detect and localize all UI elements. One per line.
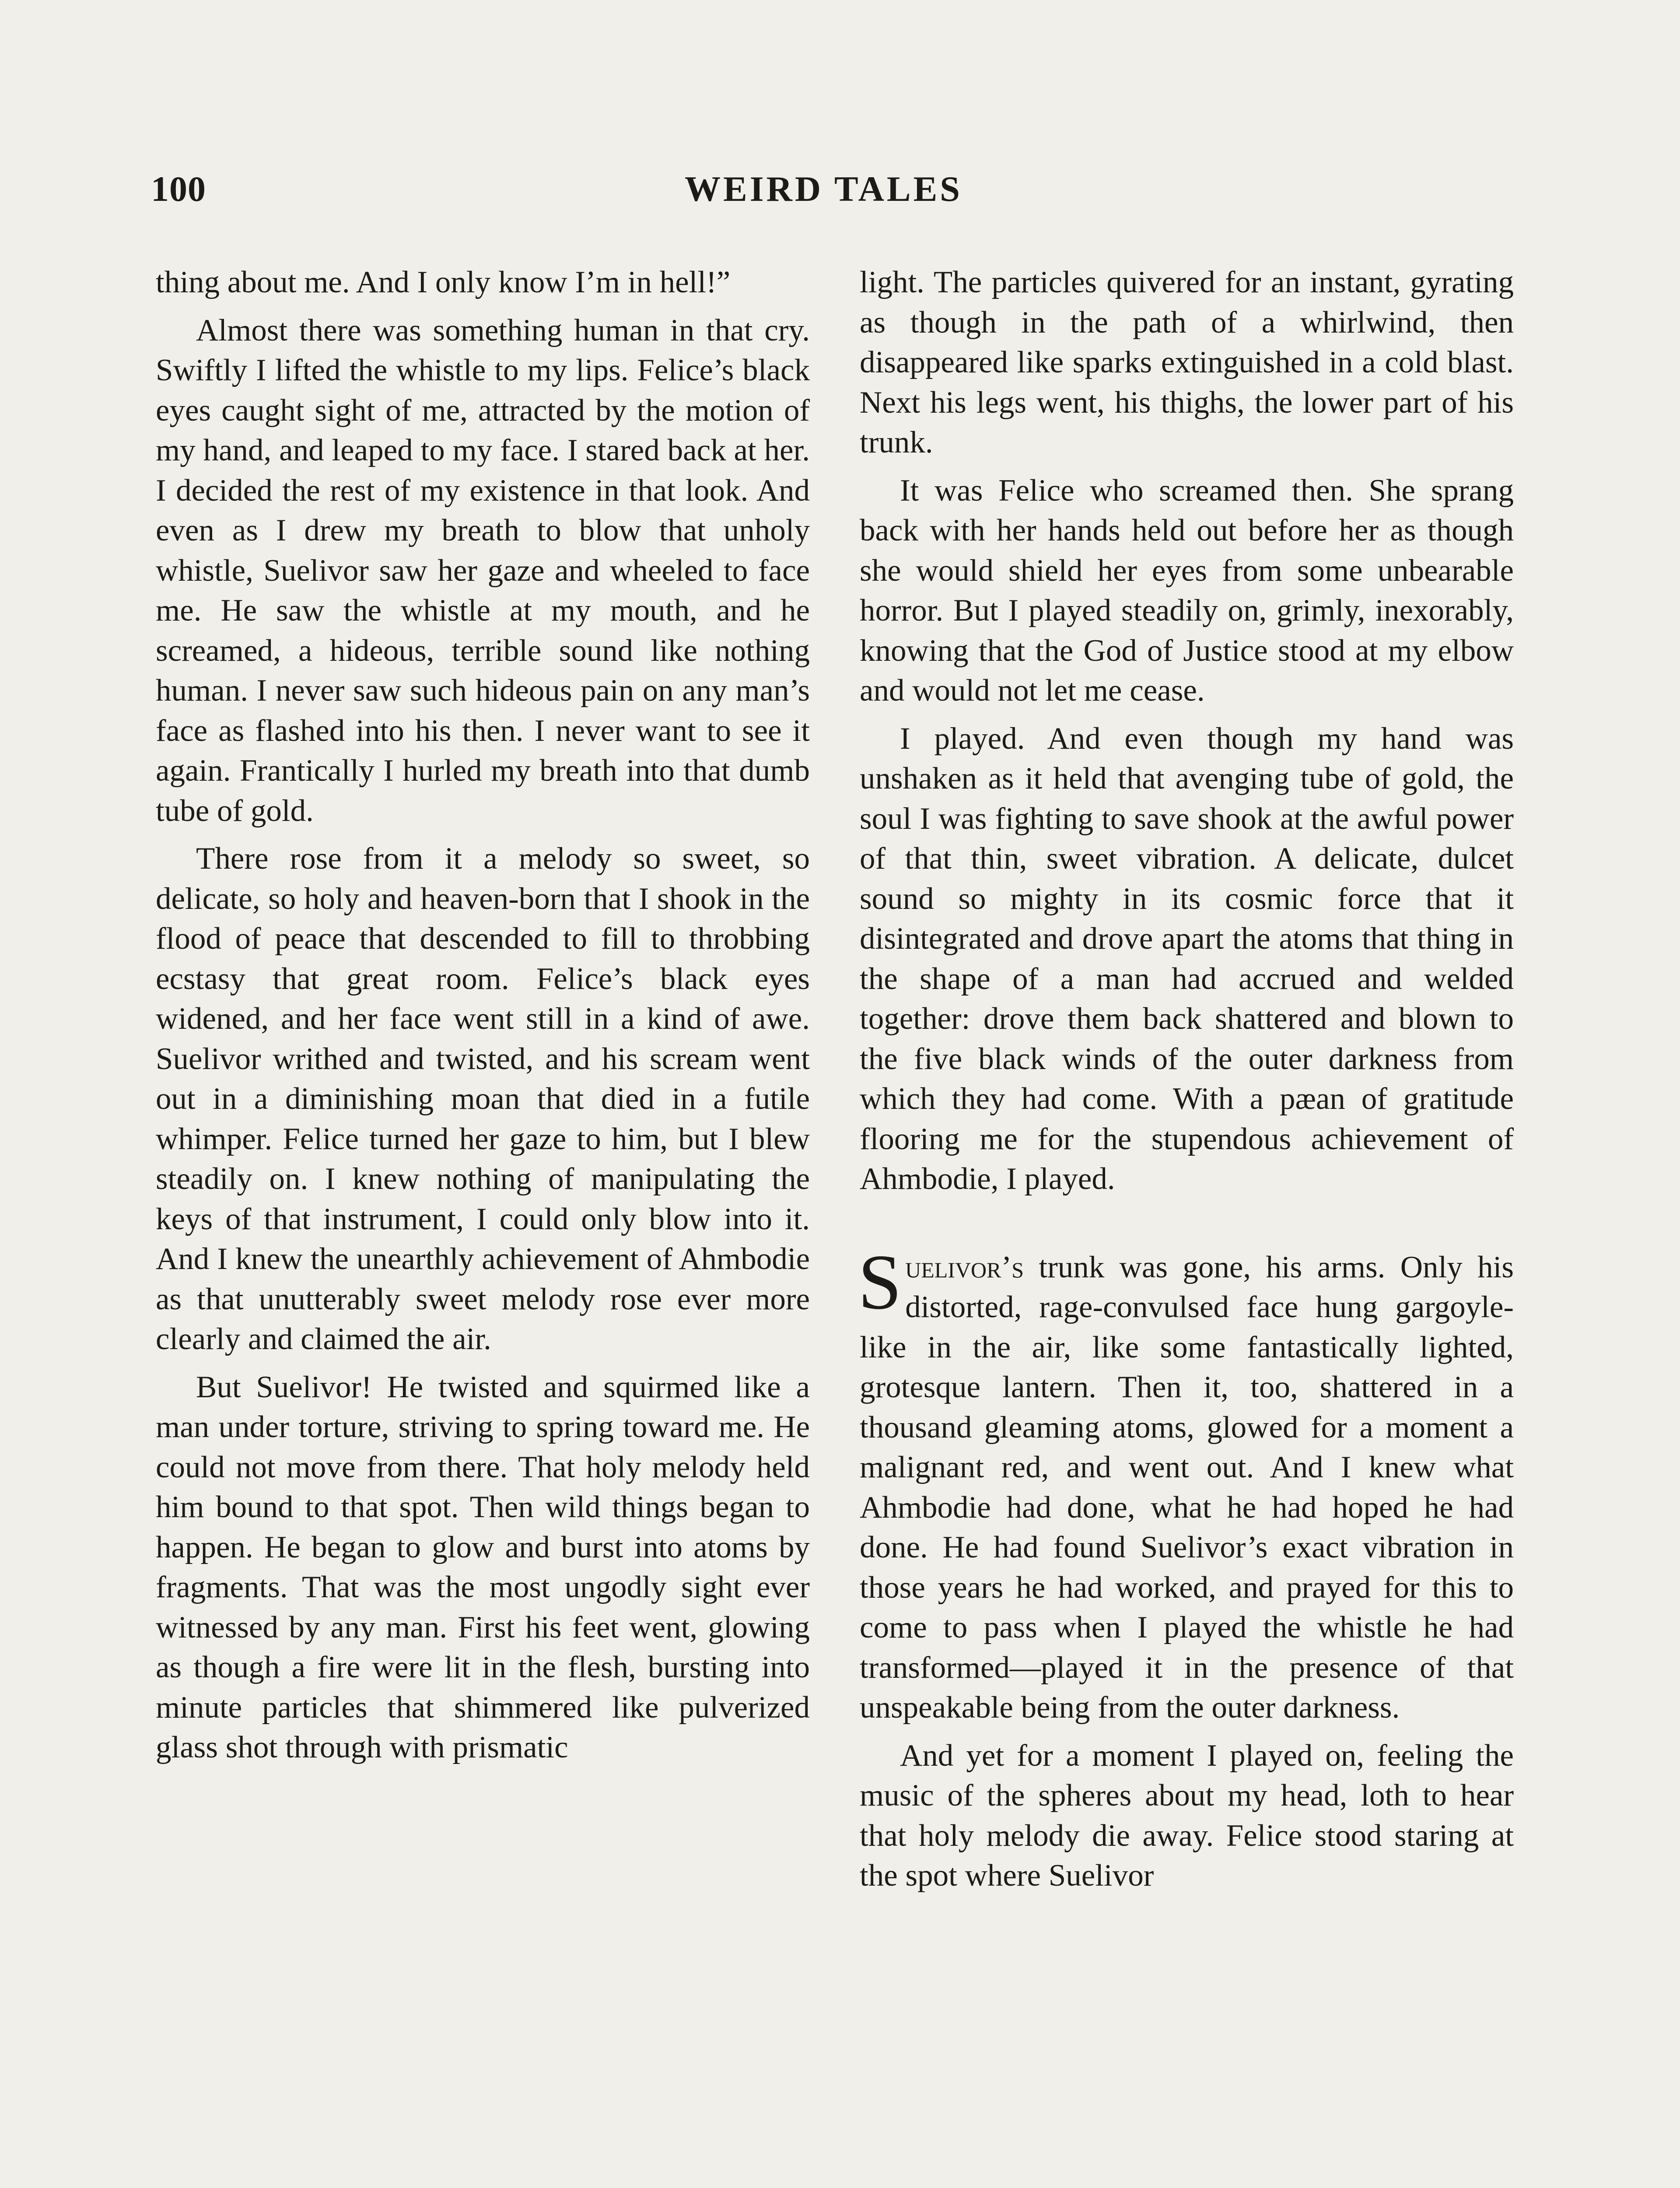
paragraph-text: trunk was gone, his arms. Only his distorted, rage-convulsed face hung gargoyle-like in the air, like some fantastically lighted, grotesque lantern. Then it, too, shattered in a thousand gleaming atoms, glowed for a moment a malignant red, and went out. And I knew what Ahmbodie had done, what he had hoped he had done. He had found Suelivor’s exact vibration in those years he had worked, and prayed for this to come to pass when I played the whistle he had transformed—played it in the presence of that unspeakable being from the outer darkness. xyxy=(860,1250,1514,1725)
paragraph: I played. And even though my hand was unshaken as it held that avenging tube of gold, the soul I was fighting to save shook at the awful power of that thin, sweet vibration. A delicate, dulcet sound so mighty in its cosmic force that it disintegrated and drove apart the atoms that thing in the shape of a man had accrued and welded together: drove them back shattered and blown to the five black winds of the outer darkness from which they had come. With a pæan of gratitude flooring me for the stupendous achievement of Ahmbodie, I played. xyxy=(860,721,1514,1196)
drop-cap: S xyxy=(858,1238,902,1325)
right-column xyxy=(860,263,1514,1896)
running-title: WEIRD TALES xyxy=(685,169,962,209)
paragraph: There rose from it a melody so sweet, so delicate, so holy and heaven-born that I shook in the flood of peace that descended to fill to throbbing ecstasy that great room. Felice’s black eyes widened, and her face went still in a kind of awe. Suelivor writhed and twisted, and his scream went out in a diminishing moan that died in a futile whimper. Felice turned her gaze to him, but I blew steadily on. I knew nothing of manipulating the keys of that instrument, I could only blow into it. And I knew the unearthly achievement of Ahmbodie as that unutterably sweet melody rose ever more clearly and claimed the air. xyxy=(156,842,810,1356)
small-caps-lead: uelivor’s xyxy=(905,1250,1024,1284)
paragraph: But Suelivor! He twisted and squirmed like a man under torture, striving to spring toward me. He could not move from there. That holy melody held him bound to that spot. Then wild things began to happen. He began to glow and burst into atoms by fragments. That was the most ungodly sight ever witnessed by any man. First his feet went, glowing as though a fire were lit in the flesh, bursting into minute particles that shimmered like pulverized glass shot through with prismatic xyxy=(156,1370,810,1764)
paragraph: Almost there was something human in that cry. Swiftly I lifted the whistle to my lips. Felice’s black eyes caught sight of me, attracted by the motion of my hand, and leaped to my face. I stared back at her. I decided the rest of my existence in that look. And even as I drew my breath to blow that unholy whistle, Suelivor saw her gaze and wheeled to face me. He saw the whistle at my mouth, and he screamed, a hideous, terrible sound like nothing human. I never saw such hideous pain on any man’s face as flashed into his then. I never want to see it again. Frantically I hurled my breath into that dumb tube of gold. xyxy=(156,313,810,828)
paragraph: And yet for a moment I played on, feeling the music of the spheres about my head, loth to hear that holy melody die away. Felice stood staring at the spot where Suelivor xyxy=(860,1738,1514,1893)
paragraph: It was Felice who screamed then. She sprang back with her hands held out before her as though she would shield her eyes from some unbearable horror. But I played steadily on, grimly, inexorably, knowing that the God of Justice stood at my elbow and would not let me cease. xyxy=(860,473,1514,708)
paragraph: light. The particles quivered for an instant, gyrating as though in the path of a whirlwind, then disappeared like sparks extinguished in a cold blast. Next his legs went, his thighs, the lower part of his trunk. xyxy=(860,265,1514,459)
section-paragraph xyxy=(858,1238,1514,1728)
left-column xyxy=(156,263,810,1768)
page-number: 100 xyxy=(151,169,206,209)
paragraph: thing about me. And I only know I’m in hell!” xyxy=(156,265,731,299)
page-header xyxy=(151,168,1538,217)
